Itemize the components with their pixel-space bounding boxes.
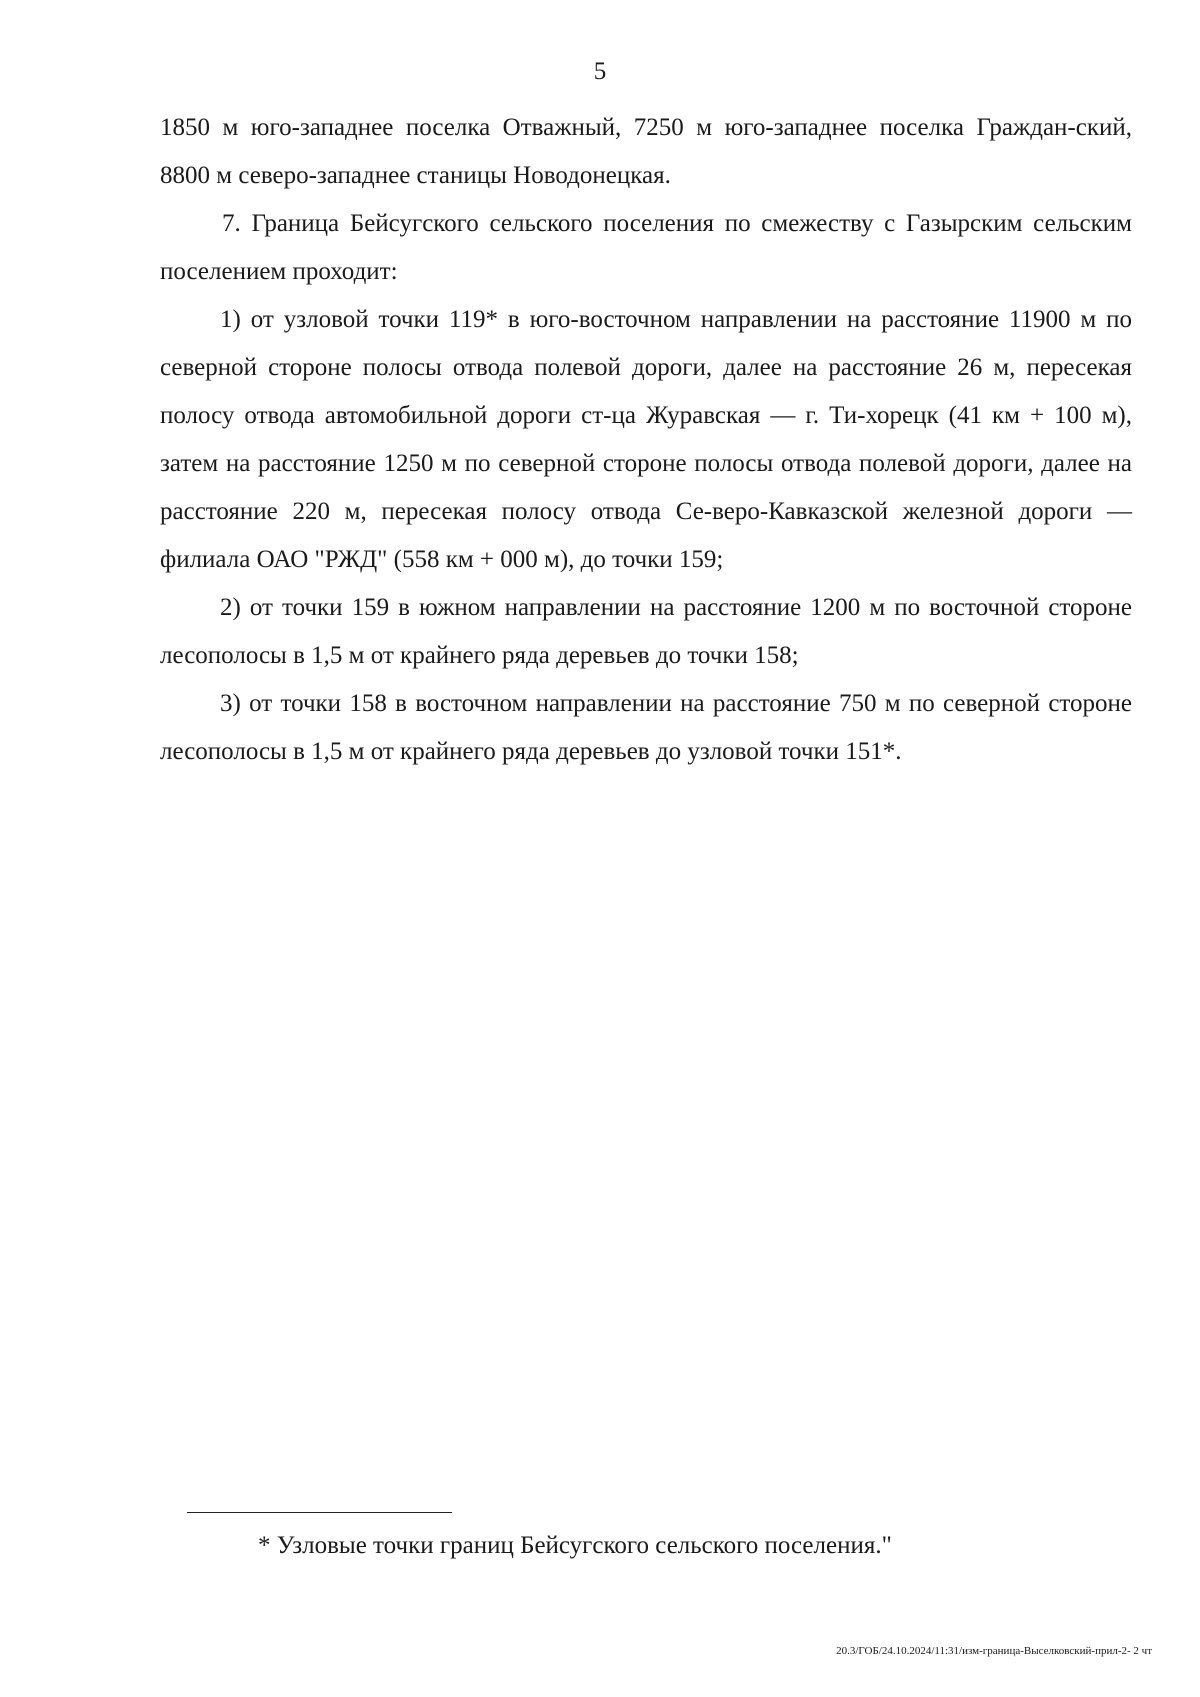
- paragraph-item-2: 2) от точки 159 в южном направлении на расстояние 1200 м по восточной стороне лесополосы в 1,5 м от крайнего ряда деревьев до точки 158;: [160, 594, 1132, 669]
- footnote: * Узловые точки границ Бейсугского сельского поселения.": [258, 1532, 892, 1559]
- paragraph-item-1: 1) от узловой точки 119* в юго-восточном направлении на расстояние 11900 м по северной стороне полосы отвода полевой дороги, далее на расстояние 26 м, пересекая полосу отвода автомобильной дороги ст-ца Журавская — г. Ти-хорецк (41 км + 100 м), затем на расстояние 1250 м по северной стороне полосы отвода полевой дороги, далее на расстояние 220 м, пересекая полосу отвода Се-веро-Кавказской железной дороги — филиала ОАО "РЖД" (558 км + 000 м), до точки 159;: [160, 306, 1132, 573]
- document-stamp: 20.3/ГОБ/24.10.2024/11:31/изм-граница-Выселковский-прил-2- 2 чт: [836, 1645, 1152, 1657]
- paragraph-section-7: 7. Граница Бейсугского сельского поселения по смежеству с Газырским сельским поселением проходит:: [160, 210, 1132, 285]
- document-body: [160, 104, 1132, 776]
- footnote-separator: [187, 1512, 452, 1513]
- paragraph-item-3: 3) от точки 158 в восточном направлении на расстояние 750 м по северной стороне лесополосы в 1,5 м от крайнего ряда деревьев до узловой точки 151*.: [160, 690, 1132, 765]
- paragraph-continuation: 1850 м юго-западнее поселка Отважный, 7250 м юго-западнее поселка Граждан-ский, 8800 м северо-западнее станицы Новодонецкая.: [160, 114, 1132, 189]
- page-number: 5: [593, 58, 607, 85]
